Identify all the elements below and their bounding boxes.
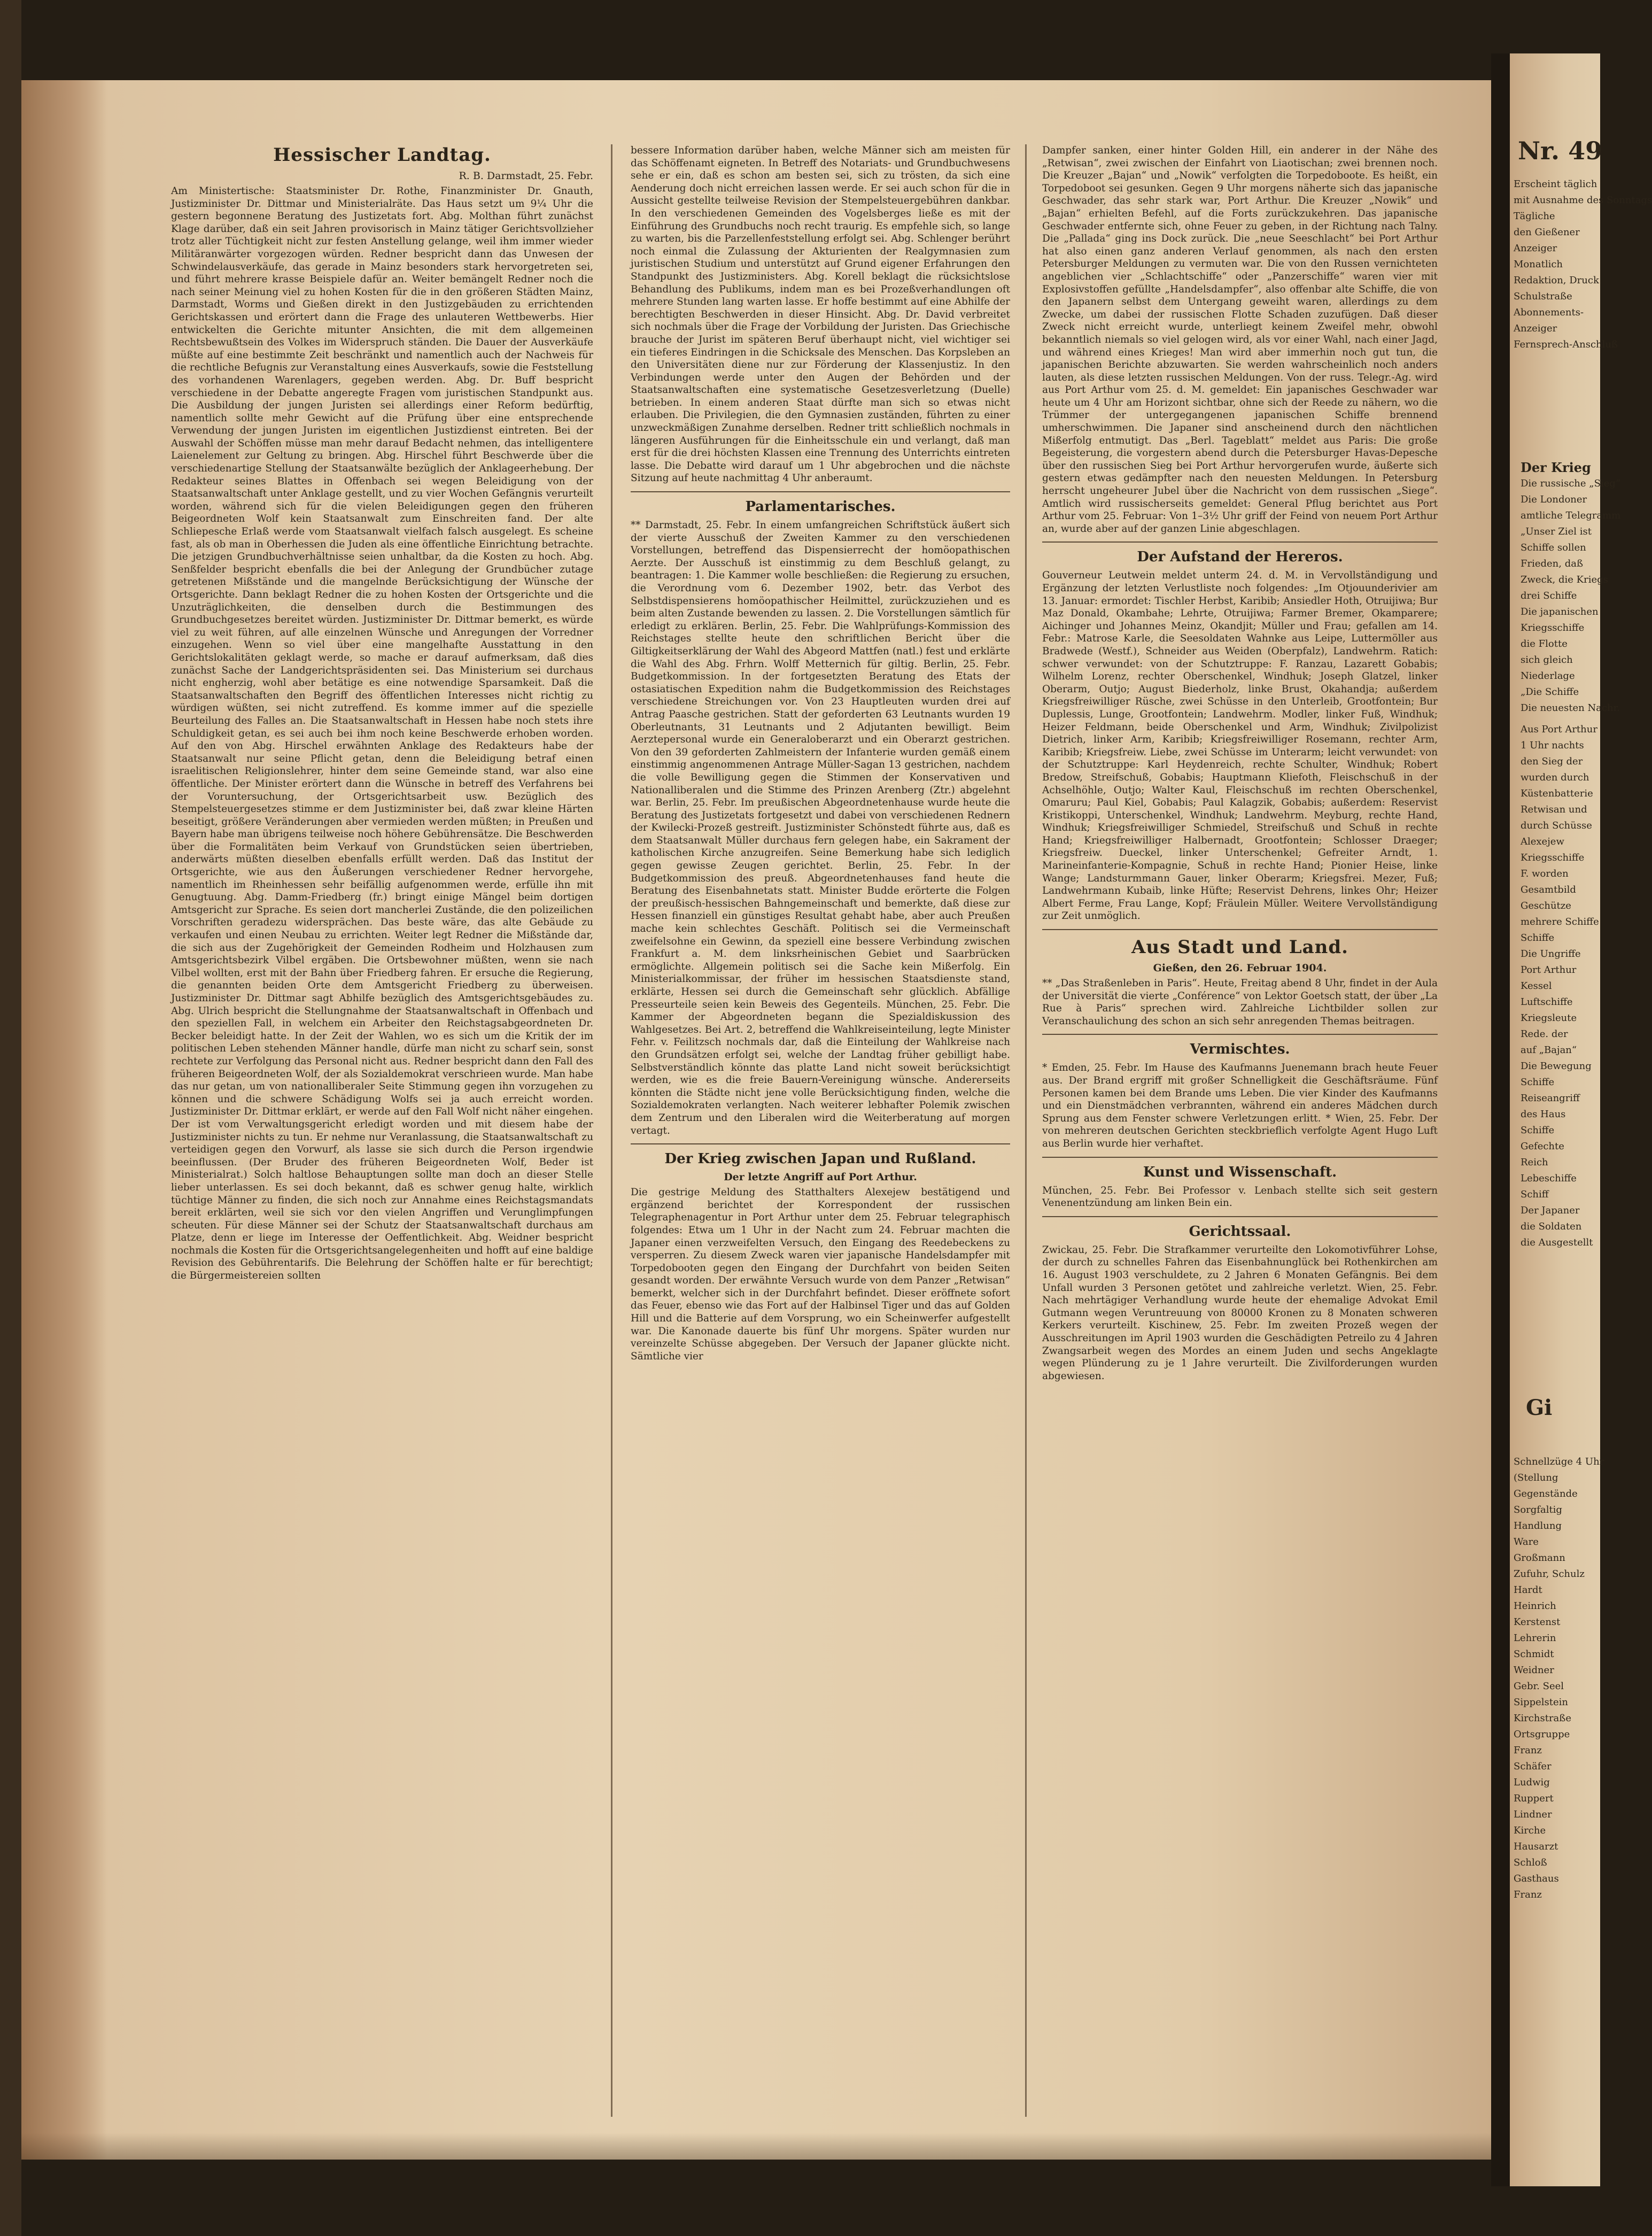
adjacent-text-line: Schulstraße [1514, 291, 1572, 302]
masthead-fragment [1514, 176, 1652, 353]
adjacent-text-line: Lindner [1514, 1809, 1552, 1820]
adjacent-text-line: auf „Bajan“ [1521, 1045, 1577, 1056]
adjacent-text-line: Kessel [1521, 980, 1552, 992]
adjacent-text-line: Ludwig [1514, 1777, 1550, 1788]
column-rule [611, 144, 612, 2117]
adjacent-text-line: Schiffe sollen [1521, 542, 1586, 553]
adjacent-text-line: Geschütze [1521, 900, 1571, 911]
headline-vermischtes: Vermischtes. [1190, 1041, 1290, 1058]
adjacent-text-line: Hardt [1514, 1584, 1542, 1596]
adjacent-text-line: Kerstenst [1514, 1616, 1561, 1628]
subheadline-krieg: Der letzte Angriff auf Port Arthur. [724, 1171, 917, 1183]
adjacent-text-line: amtliche Telegramm [1521, 510, 1621, 521]
adjacent-text-line: mehrere Schiffe [1521, 916, 1599, 927]
adjacent-text-line: Lehrerin [1514, 1632, 1556, 1644]
adjacent-text-line: „Die Schiffe [1521, 686, 1579, 698]
adjacent-text-line: Die russische „Sieg“ [1521, 478, 1621, 489]
adjacent-text-line: Der Japaner [1521, 1205, 1580, 1216]
adjacent-text-line: Ruppert [1514, 1793, 1554, 1804]
adjacent-text-line: Gefechte [1521, 1141, 1564, 1152]
adjacent-text-line: F. worden [1521, 868, 1569, 879]
issue-number: Nr. 49 [1518, 136, 1603, 165]
section-divider [631, 491, 1010, 492]
adjacent-text-line: Schiffe [1521, 932, 1555, 943]
adjacent-text-line: Tägliche [1514, 211, 1555, 222]
adjacent-text-line: die Soldaten [1521, 1221, 1582, 1232]
adjacent-text-line: Niederlage [1521, 670, 1575, 682]
column-3 [1042, 144, 1438, 2127]
adjacent-text-line: Schiffe [1521, 1125, 1555, 1136]
adjacent-text-line: Erscheint täglich [1514, 179, 1597, 190]
section-divider [631, 1143, 1010, 1144]
column-2 [631, 144, 1010, 2127]
column-rule [1025, 144, 1027, 2117]
adjacent-text-line: Gesamtbild [1521, 884, 1576, 895]
headline-kunst: Kunst und Wissenschaft. [1143, 1164, 1337, 1180]
headline-gerichtssaal: Gerichtssaal. [1189, 1223, 1291, 1240]
adjacent-text-line: durch Schüsse [1521, 820, 1592, 831]
adjacent-text-line: Retwisan und [1521, 804, 1587, 815]
article-gerichtssaal-text: Zwickau, 25. Febr. Die Strafkammer verurteilte den Lokomotivführer Lohse, der durch zu schnelles Fahren das Eisenbahnunglück bei Rothenkirchen am 16. August 1903 verschuldete, zu 2 Jahren 6 Monaten Gefängnis. Bei dem Unfall wurden 3 Personen getötet und zahlreiche verletzt. Wien, 25. Febr. Nach mehrtägiger Verhandlung wurde heute der ehemalige Advokat Emil Gutmann wegen Veruntreuung von 80000 Kronen zu 8 Monaten schweren Kerkers verurteilt. Kischinew, 25. Febr. Im zweiten Prozeß wegen der Ausschreitungen im April 1903 wurden die Geschädigten Petreilo zu 4 Jahren Zwangsarbeit wegen des Mordes an einem Juden und sechs Angeklagte wegen Plünderung zu je 1 Jahre verurteilt. Die Zivilforderungen wurden abgewiesen. [1042, 1244, 1438, 1382]
adjacent-text-line: Großmann [1514, 1552, 1565, 1564]
adjacent-text-line: (Stellung [1514, 1472, 1558, 1483]
adjacent-text-line: des Haus [1521, 1109, 1566, 1120]
adjacent-text-line: Ware [1514, 1536, 1539, 1548]
headline-parlamentarisches: Parlamentarisches. [745, 499, 896, 515]
adjacent-text-line: Hausarzt [1514, 1841, 1558, 1852]
adjacent-text-line: Gebr. Seel [1514, 1681, 1564, 1692]
adjacent-headline-2: Gi [1526, 1395, 1553, 1420]
adjacent-text-line: drei Schiffe [1521, 590, 1577, 601]
adjacent-text-line: Schnellzüge 4 Uhr [1514, 1456, 1604, 1467]
adjacent-text-line: Heinrich [1514, 1600, 1556, 1612]
adjacent-text-line: Schiff [1521, 1189, 1549, 1200]
adjacent-text-line: Schiffe [1521, 1077, 1555, 1088]
adjacent-text-line: Kirchstraße [1514, 1713, 1571, 1724]
adjacent-text-line: Zufuhr, Schulz [1514, 1568, 1585, 1580]
adjacent-text-line: den Gießener [1514, 227, 1580, 238]
adjacent-text-line: Kriegsschiffe [1521, 622, 1585, 633]
article-parlamentarisches-text: ** Darmstadt, 25. Febr. In einem umfangreichen Schriftstück äußert sich der vierte Ausschuß der Zweiten Kammer zu den verschiedenen Vorstellungen, betreffend das Dispensierrecht der homöopathischen Aerzte. Der Ausschuß ist einstimmig zu dem Beschluß gelangt, zu beantragen: 1. Die Kammer wolle beschließen: die Regierung zu ersuchen, die Verordnung vom 6. Dezember 1902, betr. das Verbot des Selbstdispensierens homöopathischer Heilmittel, zurückzuziehen und es beim alten Zustande bewenden zu lassen. 2. Die Vorstellungen sämtlich für erledigt zu erklären. Berlin, 25. Febr. Die Wahlprüfungs-Kommission des Reichstages stellte heute den schriftlichen Bericht über die Giltigkeitserklärung der Wahl des Abgeord Mattfen (natl.) fest und erklärte die Wahl des Abg. Frhrn. Wolff Metternich für giltig. Berlin, 25. Febr. Budgetkommission. In der fortgesetzten Beratung des Etats der ostasiatischen Expedition nahm die Budgetkommission des Reichstages verschiedene Streichungen vor. Von 23 Hauptleuten wurden drei auf Antrag Paasche gestrichen. Statt der geforderten 63 Leutnants wurden 19 Oberleutnants, 31 Leutnants und 2 Adjutanten bewilligt. Beim Aerztepersonal wurde ein Generaloberarzt und ein Oberarzt gestrichen. Von den 39 geforderten Zahlmeistern der Infanterie wurden gemäß einem einstimmig angenommenen Antrage Müller-Sagan 13 gestrichen, nachdem die volle Bewilligung gegen die Stimmen der Konservativen und Nationalliberalen und die Stimme des Prinzen Arenberg (Ztr.) abgelehnt war. Berlin, 25. Febr. Im preußischen Abgeordnetenhause wurde heute die Beratung des Justizetats fortgesetzt und dabei von verschiedenen Rednern der Kwilecki-Prozeß gestreift. Justizminister Schönstedt führte aus, daß es dem Staatsanwalt Müller durchaus fern gelegen habe, ein Sakrament der katholischen Kirche anzugreifen. Seine Bemerkung habe sich lediglich gegen gewisse Zeugen gerichtet. Berlin, 25. Febr. In der Budgetkommission des preuß. Abgeordnetenhauses fand heute die Beratung des Eisenbahnetats statt. Minister Budde erörterte die Folgen der preußisch-hessischen Bahngemeinschaft und bemerkte, daß diese zur Hessen finanziell ein günstiges Resultat gehabt habe, aber auch Preußen mache kein schlechtes Geschäft. Politisch sei die Vermeinschaft zweifelsohne ein Gewinn, da speziell eine bessere Verbindung zwischen Frankfurt a. M. dem linksrheinischen Gebiet und Saarbrücken ermöglichte. Allgemein politisch sei die Sache kein Mißerfolg. Ein Ministerialkommissar, der früher im hessischen Staatsdienste stand, erklärte, Hessen sei durch die Gemeinschaft sehr glücklich. Abfällige Presseurteile seien kein Beweis des Gegenteils. München, 25. Febr. Die Kammer der Abgeordneten begann die Spezialdiskussion des Wahlgesetzes. Bei Art. 2, betreffend die Wahlkreiseinteilung, legte Minister Fehr. v. Feilitzsch nochmals dar, daß die Einteilung der Wahlkreise nach den Grundsätzen erfolgt sei, welche der Landtag früher gebilligt habe. Selbstverständlich könnte das platte Land nicht soweit berücksichtigt werden, wie es die freie Bauern-Vereinigung wünsche. Andererseits könnten die Städte nicht jene volle Berücksichtigung finden, welche die Sozialdemokraten verlangten. Nach weiterer lebhafter Polemik zwischen dem Zentrum und den Liberalen wird die Weiterberatung auf morgen vertagt. [631, 520, 1010, 1136]
page-gutter [1491, 53, 1510, 2186]
adjacent-text-line: Fernsprech-Anschluß [1514, 339, 1618, 350]
adjacent-text-line: Monatlich [1514, 259, 1563, 270]
adjacent-text-line: Kriegsleute [1521, 1012, 1577, 1024]
adjacent-text-line: 1 Uhr nachts [1521, 740, 1584, 751]
article-hereros-text: Gouverneur Leutwein meldet unterm 24. d. M. in Vervollständigung und Ergänzung der letzten Verlustliste noch folgendes: „Im Otjouunderivier am 13. Januar: ermordet: Tischler Herbst, Karibib; Ansiedler Hoth, Otruijiwa; Bur Maz Donald, Okambahe; Lehrte, Otruijiwa; Farmer Bremer, Okamparere; Aichinger und Johannes Meinz, Okandjit; Müller und Frau; gefallen am 14. Febr.: Matrose Karle, die Seesoldaten Wahnke aus Leipe, Luttermöller aus Bradwede (Westf.), Schneider aus Weiden (Oberpfalz), Landwehrm. Ratich: schwer verwundet: von der Schutztruppe: F. Ranzau, Lazarett Gobabis; Wilhelm Lorenz, rechter Oberschenkel, Windhuk; Joseph Glatzel, linker Oberarm, Outjo; August Biederholz, linke Brust, Okahandja; außerdem Kriegsfreiwilliger Rüsche, zwei Schüsse in den Unterleib, Grootfontein; Bur Duplessis, Lunge, Grootfontein; Landwehrm. Modler, linker Fuß, Windhuk; Heizer Feldmann, beide Oberschenkel und Arm, Windhuk; Zivilpolizist Dietrich, linker Arm, Karibib; Kriegsfreiwilliger Rosemann, rechter Arm, Karibib; Kriegsfreiw. Liebe, zwei Schüsse im Unterarm; leicht verwundet: von der Schutztruppe: Karl Heydenreich, rechte Schulter, Windhuk; Robert Bredow, Streifschuß, Gobabis; Hauptmann Kliefoth, Fleischschuß in der Achselhöhle, Outjo; Walter Kaul, Fleischschuß im rechten Oberschenkel, Omaruru; Paul Kiel, Gobabis; Paul Kalagzik, Gobabis; außerdem: Reservist Kristikoppi, Unterschenkel, Windhuk; Landwehrm. Meyburg, rechte Hand, Windhuk; Kriegsfreiwilliger Schmiedel, Streifschuß und Schuß in rechte Hand; Kriegsfreiwilliger Halbernadt, Grootfontein; Schlosser Draeger; Kriegsfreiw. Dueckel, linker Unterschenkel; Gefreiter Arndt, 1. Marineinfanterie-Kompagnie, Schuß in rechte Hand; Pionier Heise, linke Wange; Landsturmmann Gauer, linker Oberarm; Kriegsfrei. Mezer, Fuß; Landwehrmann Kubaib, linke Hüfte; Reservist Dehrens, linkes Ohr; Heizer Albert Ferme, Frau Lange, Kopf; Fräulein Müller. Weitere Vervollständigung zur Zeit unmöglich. [1042, 570, 1438, 922]
section-divider [1042, 1157, 1438, 1158]
adjacent-text-line: Zweck, die Kriegs [1521, 574, 1608, 585]
adjacent-text-line: Abonnements- [1514, 307, 1584, 318]
adjacent-text-line: Schloß [1514, 1857, 1547, 1868]
adjacent-text-line: die Ausgestellt [1521, 1237, 1593, 1248]
adjacent-text-line: Küstenbatterie [1521, 788, 1593, 799]
column-1 [171, 144, 593, 2127]
adjacent-text-line: Lebeschiffe [1521, 1173, 1577, 1184]
article-landtag-continued: bessere Information darüber haben, welche Männer sich am meisten für das Schöffenamt eigneten. In Betreff des Notariats- und Grundbuchwesens sehe er ein, daß es schon am besten sei, sich zu trösten, da sich eine Aenderung doch nicht erreichen lassen werde. Er sei auch schon für die in Aussicht gestellte teilweise Revision der Stempelsteuergebühren dankbar. In den verschiedenen Gemeinden des Vogelsberges ließe es mit der Einführung des Grundbuchs noch recht traurig. Es empfehle sich, so lange zu warten, bis die Parzellenfeststellung erfolgt sei. Abg. Schlenger berührt noch einmal die Zulassung der Akturienten der Realgymnasien zum juristischen Studium und unterstützt auf Grund eigener Erfahrungen den Standpunkt des Justizministers. Abg. Korell beklagt die rücksichtslose Behandlung des Publikums, indem man es bei Prozeßverhandlungen oft mehrere Stunden lang warten lasse. Er hoffe bestimmt auf eine Abhilfe der berechtigten Beschwerden in dieser Hinsicht. Abg. Dr. David verbreitet sich nochmals über die Frage der Vorbildung der Juristen. Das Griechische brauche der Jurist im späteren Beruf überhaupt nicht, viel wichtiger sei ein tieferes Eindringen in die Schicksale des Menschen. Das Korpsleben an den Universitäten diene nur zur Förderung der Klassenjustiz. In den Verbindungen werde unter den Augen der Behörden und der Staatsanwaltschaften eine systematische Gesetzesverletzung (Duelle) betrieben. In einem anderen Staat dürfte man sich so etwas nicht erlauben. Die Privilegien, die den Gymnasien zuständen, führten zu einer unzweckmäßigen Zunahme derselben. Redner tritt schließlich nochmals in längeren Ausführungen für die Einheitsschule ein und verlangt, daß man erst für die drei höchsten Klassen eine Trennung des Unterrichts eintreten lasse. Die Debatte wird darauf um 1 Uhr abgebrochen und die nächste Sitzung auf heute nachmittag 4 Uhr anberaumt. [631, 145, 1010, 484]
adjacent-text-line: Franz [1514, 1745, 1542, 1756]
adjacent-text-line: Die Ungriffe [1521, 948, 1581, 960]
section-divider [1042, 1034, 1438, 1035]
adjacent-text-line: Die Bewegung [1521, 1061, 1592, 1072]
adjacent-text-line: Anzeiger [1514, 243, 1557, 254]
page-bottom-shadow [21, 2133, 1491, 2160]
headline-stadt-und-land: Aus Stadt und Land. [1131, 937, 1348, 958]
article-krieg-continued: Dampfer sanken, einer hinter Golden Hill, ein anderer in der Nähe des „Retwisan“, zwei zwischen der Einfahrt von Liaotischan; zwei brennen noch. Die Kreuzer „Bajan“ und „Nowik“ verfolgten die Torpedoboote. Es heißt, ein Torpedoboot sei gesunken. Gegen 9 Uhr morgens näherte sich das japanische Geschwader, das sehr stark war, Port Arthur. Die Kreuzer „Nowik“ und „Bajan“ erhielten Befehl, auf die Forts zurückzukehren. Das japanische Geschwader entfernte sich, ohne Feuer zu geben, in der Richtung nach Talny. Die „Pallada“ ging ins Dock zurück. Die „neue Seeschlacht“ bei Port Arthur hat also einen ganz anderen Verlauf genommen, als nach den ersten Petersburger Meldungen zu vermuten war. Die von den Russen vernichteten angeblichen vier „Schlachtschiffe“ oder „Panzerschiffe“ waren vier mit Explosivstoffen gefüllte „Handelsdampfer“, also offenbar alte Schiffe, die von den Japanern selbst dem Untergang geweiht waren, allerdings zu dem Zwecke, um dabei der russischen Flotte Schaden zuzufügen. Daß dieser Zweck nicht erreicht wurde, unterliegt keinem Zweifel mehr, obwohl bekanntlich niemals so viel gelogen wird, als vor einer Wahl, nach einer Jagd, und während eines Krieges! Man wird aber immerhin noch gut tun, die japanischen Berichte abzuwarten. Sie werden wahrscheinlich noch anders lauten, als diese letzten russischen Meldungen. Von der russ. Telegr.-Ag. wird aus Port Arthur vom 25. d. M. gemeldet: Ein japanisches Geschwader war heute um 4 Uhr am Horizont sichtbar, ohne sich der Reede zu nähern, wo die Trümmer der untergegangenen japanischen Schiffe brennend umherschwimmen. Die Japaner sind anscheinend durch den nächtlichen Mißerfolg entmutigt. Das „Berl. Tageblatt“ meldet aus Paris: Die große Begeisterung, die vorgestern abend durch die Petersburger Havas-Depesche über den russischen Sieg bei Port Arthur hervorgerufen wurde, äußerte sich gestern etwas gedämpfter nach den neuesten Meldungen. In Petersburg herrscht ungeheurer Jubel über die Nachricht von dem russischen „Siege“. Amtlich wird russischerseits gemeldet: General Pflug berichtet aus Port Arthur vom 25. Februar: Von 1–3½ Uhr griff der Feind von neuem Port Arthur an, wurde aber auf der ganzen Linie abgeschlagen. [1042, 145, 1438, 535]
adjacent-text-line: Gegenstände [1514, 1488, 1578, 1499]
adjacent-text-line: Die neuesten Nachr. [1521, 702, 1620, 714]
adjacent-text-line: die Flotte [1521, 638, 1568, 649]
adjacent-text-line: Schäfer [1514, 1761, 1552, 1772]
adjacent-text-line: wurden durch [1521, 772, 1589, 783]
adjacent-text-line: Die Londoner [1521, 494, 1587, 505]
adjacent-text-line: Port Arthur [1521, 964, 1577, 976]
article-krieg-text: Die gestrige Meldung des Statthalters Alexejew bestätigend und ergänzend berichtet der Korrespondent der russischen Telegraphenagentur in Port Arthur unter dem 25. Februar telegraphisch folgendes: Etwa um 1 Uhr in der Nacht zum 24. Februar machten die Japaner einen verzweifelten Versuch, den Eingang des Reedebeckens zu versperren. Zu diesem Zweck waren vier japanische Handelsdampfer mit Torpedobooten gegen den Eingang der Durchfahrt von beiden Seiten gesandt worden. Der erwähnte Versuch wurde von dem Panzer „Retwisan“ bemerkt, welcher sich in der Durchfahrt befindet. Dieser eröffnete sofort das Feuer, ebenso wie das Fort auf der Halbinsel Tiger und das auf Golden Hill und die Batterie auf dem Vorsprung, wo ein Scheinwerfer aufgestellt war. Die Kanonade dauerte bis fünf Uhr morgens. Später wurden nur vereinzelte Schüsse abgegeben. Der Versuch der Japaner glückte nicht. Sämtliche vier [631, 1187, 1010, 1362]
adjacent-text-line: Anzeiger [1514, 323, 1557, 334]
headline-hereros: Der Aufstand der Hereros. [1137, 549, 1343, 566]
article-vermischtes-text: * Emden, 25. Febr. Im Hause des Kaufmanns Juenemann brach heute Feuer aus. Der Brand ergriff mit großer Schnelligkeit die Geschäftsräume. Fünf Personen kamen bei dem Brande ums Leben. Die vier Kinder des Kaufmanns und ein Dienstmädchen verbrannten, während ein anderes Mädchen durch Sprung aus dem Fenster schwere Verletzungen erlitt. * Wien, 25. Febr. Der von mehreren deutschen Gerichten steckbrieflich verfolgte Agent Hugo Luft aus Berlin wurde hier verhaftet. [1042, 1062, 1438, 1149]
adjacent-headline: Der Krieg [1521, 460, 1591, 475]
adjacent-ads-fragment [1514, 1454, 1604, 1903]
adjacent-text-line: Alexejew [1521, 836, 1564, 847]
adjacent-text-line: Aus Port Arthur [1521, 724, 1597, 735]
adjacent-text-line: Handlung [1514, 1520, 1562, 1531]
dateline: R. B. Darmstadt, 25. Febr. [459, 170, 593, 182]
adjacent-text-line: den Sieg der [1521, 756, 1583, 767]
adjacent-text-line: Luftschiffe [1521, 996, 1573, 1008]
article-landtag-text: Am Ministertische: Staatsminister Dr. Rothe, Finanzminister Dr. Gnauth, Justizminister Dr. Dittmar und Ministerialräte. Das Haus setzt um 9¼ Uhr die gestern begonnene Beratung des Justizetats fort. Abg. Molthan führt zunächst Klage darüber, daß ein seit Jahren provisorisch in Mainz tätiger Gerichtsvollzieher trotz aller Tüchtigkeit nicht zur festen Anstellung gelange, weil ihm immer wieder Militäranwärter vorgezogen würden. Redner bespricht dann das Unwesen der Schwindelausverkäufe, das gerade in Mainz besonders stark hervorgetreten sei, und führt mehrere krasse Beispiele dafür an. Weiter bemängelt Redner noch die nach seiner Meinung viel zu hohen Kosten für die in den größeren Städten Mainz, Darmstadt, Worms und Gießen direkt in den Justizgebäuden zu errichtenden Gerichtskassen und erörtert dann die Frage des unlauteren Wettbewerbs. Hier entwickelten die Gerichte mitunter Ansichten, die mit dem allgemeinen Rechtsbewußtsein des Volkes im Widerspruch ständen. Die Dauer der Ausverkäufe müßte auf eine bestimmte Zeit beschränkt und namentlich auch der Nachweis für die rechtliche Befugnis zur Veranstaltung eines Ausverkaufs, sowie die Feststellung des vorhandenen Warenlagers, gegeben werden. Abg. Dr. Buff bespricht verschiedene in der Debatte angeregte Fragen vom juristischen Standpunkt aus. Die Ausbildung der jungen Juristen sei allerdings einer Reform bedürftig, namentlich sollte mehr Gewicht auf die Prüfung über eine entsprechende Verwendung der jungen Juristen im eigentlichen Justizdienst eintreten. Bei der Auswahl der Schöffen müsse man mehr darauf Bedacht nehmen, das intelligentere Laienelement zur Geltung zu bringen. Abg. Hirschel führt Beschwerde über die verschiedenartige Stellung der Staatsanwälte bezüglich der Anklageerhebung. Der Redakteur seines Blattes in Offenbach sei wegen Beleidigung von der Staatsanwaltschaft unter Anklage gestellt, und zu vier Wochen Gefängnis verurteilt worden, während sich für die vielen Beleidigungen gegen den früheren Beigeordneten Wolf kein Staatsanwalt zum Einschreiten fand. Der alte Schliepesche Erlaß werde vom Staatsanwalt vielfach falsch ausgelegt. Es scheine fast, als ob man in Oberhessen die Juden als eine öffentliche Einrichtung betrachte. Die jetzigen Grundbuchverhältnisse seien unhaltbar, da die Kosten zu hoch. Abg. Senßfelder bespricht ebenfalls die bei der Anlegung der Grundbücher zutage getretenen Mißstände und die mangelnde Berücksichtigung der Wünsche der Ortsgerichte. Dann beklagt Redner die zu hohen Kosten der Ortsgerichte und die Unzuträglichkeiten, die denselben durch die Bestimmungen des Grundbuchgesetzes bereitet würden. Justizminister Dr. Dittmar bemerkt, es würde viel zu weit führen, auf alle einzelnen Wünsche und Anregungen der Vorredner einzugehen. Wenn so viel über eine mangelhafte Ausstattung in den Gerichtslokalitäten geklagt werde, so mache er darauf aufmerksam, daß dies zunächst Sache der Landgerichtspräsidenten sei. Das Ministerium sei durchaus nicht engherzig, wohl aber betätige es eine notwendige Sparsamkeit. Daß die Staatsanwaltschaften den Begriff des öffentlichen Interesses nicht richtig zu würdigen wüßten, sei nicht zutreffend. Es komme immer auf die spezielle Beurteilung des Falles an. Die Staatsanwaltschaft in Hessen habe noch stets ihre Schuldigkeit getan, es sei auch bei ihm noch keine Beschwerde erhoben worden. Auf den von Abg. Hirschel erwähnten Anklage des Redakteurs habe der Staatsanwalt nur seine Pflicht getan, denn die Beleidigung betraf einen israelitischen Religionslehrer, hinter dem seine Gemeinde stand, war also eine öffentliche. Der Minister erörtert dann die Wünsche in betreff des Verfahrens bei der Voruntersuchung, der Ortsgerichtsarbeit usw. Bezüglich des Stempelsteuergesetzes stimme er dem Justizminister bei, daß zwar kleine Härten beseitigt, größere Veränderungen aber vermieden werden müßten; in Preußen und Bayern habe man übrigens teilweise noch höhere Gebührensätze. Die Beschwerden über die Formalitäten beim Verkauf von Grundstücken seien übertrieben, anderwärts müßten dieselben ebenfalls erfüllt werden. Daß das Institut der Ortsgerichte, wie aus den Äußerungen verschiedener Redner hervorgehe, namentlich im Rheinhessen sehr beifällig aufgenommen werde, erfülle ihn mit Genugtuung. Abg. Damm-Friedberg (fr.) bringt einige Mängel beim dortigen Amtsgericht zur Sprache. Es seien dort mancherlei Zustände, die den polizeilichen Vorschriften geradezu widersprächen. Das beste wäre, das alte Gebäude zu verkaufen und einen Neubau zu errichten. Weiter legt Redner die Mißstände dar, die sich aus der Zugehörigkeit der Gemeinden Rodheim und Holzhausen zum Amtsgerichtsbezirk Vilbel ergäben. Die Ortsbewohner müßten, wenn sie nach Vilbel wollten, erst mit der Bahn über Friedberg fahren. Er ersuche die Regierung, die genannten beiden Orte dem Amtsgericht Friedberg zu überweisen. Justizminister Dr. Dittmar sagt Abhilfe bezüglich des Amtsgerichtsgebäudes zu. Abg. Ulrich bespricht die Stellungnahme der Staatsanwaltschaft in Offenbach und den speziellen Fall, in welchem ein Arbeiter den Reichstagsabgeordneten Dr. Becker beleidigt hatte. In der Zeit der Wahlen, wo es sich um die Kritik der im politischen Leben stehenden Männer handle, dürfe man nicht zu scharf sein, sonst rechtete zur Verfolgung das Personal nicht aus. Redner bespricht dann den Fall des früheren Beigeordneten Wolf, der als Sozialdemokrat verschrieen wurde. Man habe das nur getan, um von nationalliberaler Seite Stimmung gegen ihn vorzugehen zu können und die schwere Schädigung Wolfs sei ja auch erreicht worden. Justizminister Dr. Dittmar erklärt, er werde auf den Fall Wolf nicht näher eingehen. Der ist vom Verwaltungsgericht erledigt worden und mit diesem habe der Justizminister nichts zu tun. Er nehme nur Veranlassung, die Staatsanwaltschaft zu verteidigen gegen den Vorwurf, als lasse sie sich durch die Person irgendwie beeinflussen. (Der Bruder des früheren Beigeordneten Wolf, Beder ist Ministerialrat.) Solch haltlose Behauptungen sollte man doch an dieser Stelle lieber unterlassen. Es sei doch bekannt, daß es schwer genug halte, wirklich tüchtige Männer zu finden, die sich noch zur Annahme eines Reichstagsmandats bereit erklärten, weil sie sich vor den vielen Angriffen und Verunglimpfungen scheuten. Für diese Männer sei der Schutz der Staatsanwaltschaft durchaus am Platze, denn er liege im Interesse der Oeffentlichkeit. Abg. Weidner bespricht nochmals die Kosten für die Ortsgerichtsangelegenheiten und hofft auf eine baldige Revision des Gebührentarifs. Die Belehrung der Schöffen halte er für berechtigt; die Bürgermeistereien sollten [171, 185, 593, 1282]
article-kunst-text: München, 25. Febr. Bei Professor v. Lenbach stellte sich seit gestern Venenentzündung am linken Bein ein. [1042, 1185, 1438, 1209]
page-binding-shadow [21, 80, 107, 2160]
adjacent-text-line: Kriegsschiffe [1521, 852, 1585, 863]
adjacent-text-line: sich gleich [1521, 654, 1573, 666]
section-divider [1042, 1216, 1438, 1217]
adjacent-text-line: Ortsgruppe [1514, 1729, 1570, 1740]
adjacent-article-fragment [1521, 460, 1621, 716]
adjacent-text-line: Frieden, daß [1521, 558, 1583, 569]
adjacent-text-line: Rede. der [1521, 1028, 1568, 1040]
adjacent-text-line: Schmidt [1514, 1649, 1554, 1660]
adjacent-text-line: Franz [1514, 1889, 1542, 1900]
adjacent-text-line: Gasthaus [1514, 1873, 1559, 1884]
adjacent-text-line: Reiseangriff [1521, 1093, 1580, 1104]
dateline-giessen: Gießen, den 26. Februar 1904. [1153, 962, 1327, 974]
section-divider [1042, 929, 1438, 930]
adjacent-text-line: Kirche [1514, 1825, 1546, 1836]
headline-landtag: Hessischer Landtag. [273, 144, 491, 166]
adjacent-text-line: Redaktion, Druck [1514, 275, 1599, 286]
headline-krieg: Der Krieg zwischen Japan und Rußland. [664, 1151, 976, 1167]
adjacent-text-line: mit Ausnahme des Sonntags [1514, 195, 1652, 206]
adjacent-text-line: Sorgfaltig [1514, 1504, 1562, 1515]
book-spine [0, 0, 21, 2236]
section-divider [1042, 541, 1438, 543]
adjacent-text-line: Sippelstein [1514, 1697, 1569, 1708]
article-stadt-text: ** „Das Straßenleben in Paris“. Heute, Freitag abend 8 Uhr, findet in der Aula der Universität die vierte „Conférence“ von Lektor Goetsch statt, der über „La Rue à Paris“ sprechen wird. Zahlreiche Lichtbilder sollen zur Veranschaulichung des schon an sich sehr anregenden Themas beitragen. [1042, 978, 1438, 1027]
adjacent-text-line: Reich [1521, 1157, 1548, 1168]
adjacent-article-fragment-2 [1521, 722, 1601, 1251]
adjacent-text-line: Weidner [1514, 1665, 1554, 1676]
adjacent-text-line: Die japanischen [1521, 606, 1599, 617]
adjacent-text-line: „Unser Ziel ist [1521, 526, 1592, 537]
